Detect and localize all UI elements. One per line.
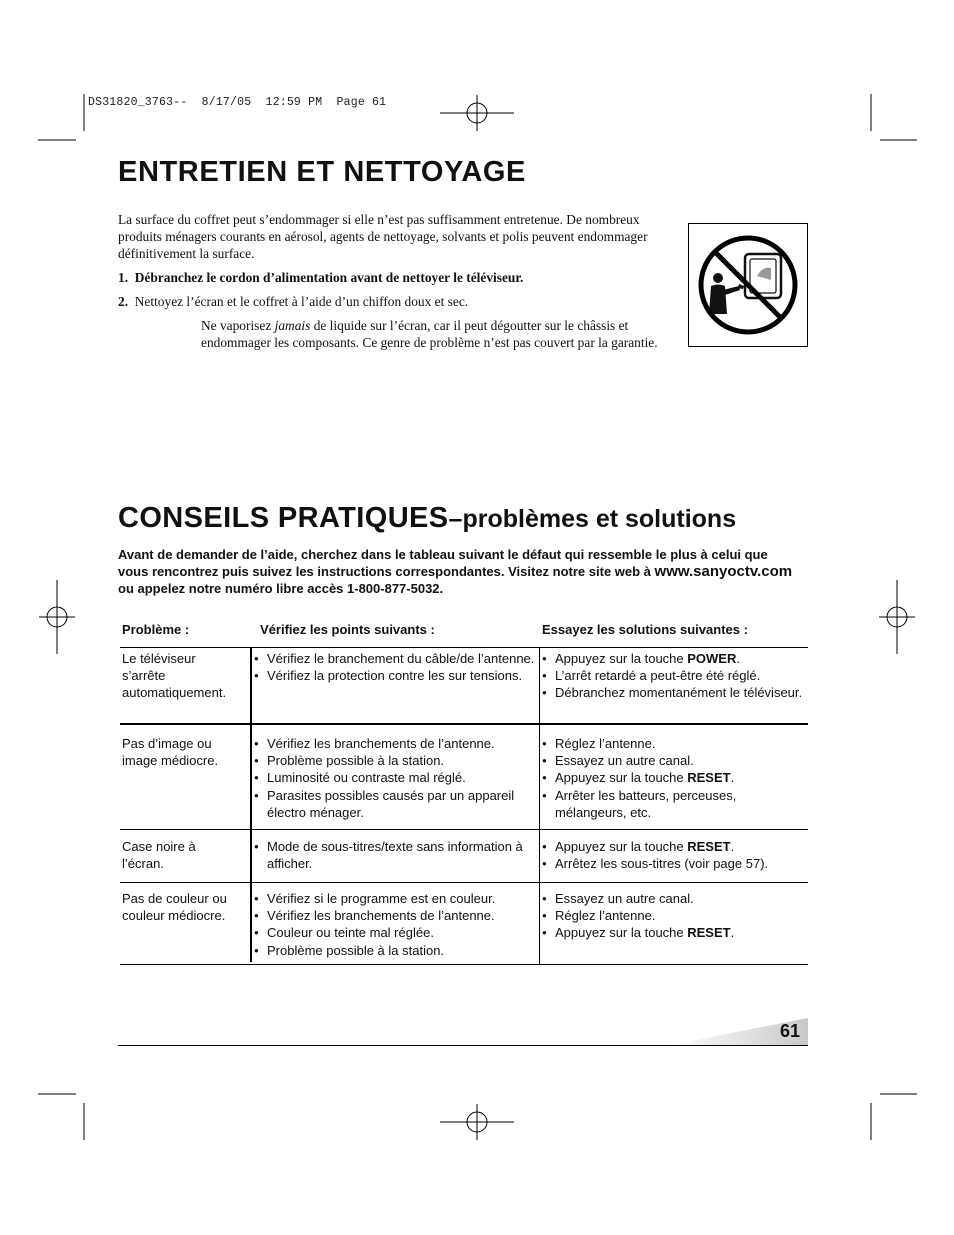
table-rule: [120, 829, 808, 830]
note-emphasis: jamais: [274, 318, 311, 333]
table-row-1-solutions: [542, 650, 804, 702]
solution-item: ● Essayez un autre canal.: [542, 752, 804, 769]
table-col-divider: [250, 830, 252, 882]
maintenance-warning-note: [201, 317, 671, 351]
tips-title-sub: –problèmes et solutions: [448, 505, 737, 533]
check-item: ● Problème possible à la station.: [254, 942, 536, 959]
table-row-3-checks: [254, 838, 536, 872]
step-number: 1.: [118, 270, 129, 285]
check-item: ● Problème possible à la station.: [254, 752, 536, 769]
step-text: Nettoyez l’écran et le coffret à l’aide d’un chiffon doux et sec.: [134, 294, 469, 309]
solution-item: ● Arrêtez les sous-titres (voir page 57).: [542, 855, 804, 872]
table-row-1-checks: [254, 650, 536, 684]
maintenance-intro: La surface du coffret peut s’endommager si elle n’est pas suffisamment entretenue. De nombreux produits ménagers courants en aérosol, agents de nettoyage, solvants et polis peuvent endommager définitivement la surface.: [118, 212, 648, 261]
registration-crosshair-icon: [440, 1104, 514, 1140]
table-rule: [120, 723, 808, 725]
solution-item: ● Appuyez sur la touche RESET.: [542, 838, 804, 855]
check-item: ● Parasites possibles causés par un appareil électro ménager.: [254, 787, 536, 821]
table-rule: [120, 964, 808, 965]
solution-item: ● Arrêter les batteurs, perceuses, mélangeurs, etc.: [542, 787, 804, 821]
step-number: 2.: [118, 294, 129, 309]
maintenance-title: ENTRETIEN ET NETTOYAGE: [118, 156, 526, 188]
table-header-problem: Problème :: [122, 622, 190, 637]
check-item: ● Vérifiez le branchement du câble/de l’antenne.: [254, 650, 536, 667]
table-col-divider: [539, 725, 540, 829]
table-header-solutions: Essayez les solutions suivantes :: [542, 622, 748, 637]
solution-item: ● Débranchez momentanément le téléviseur.: [542, 684, 804, 701]
registration-crosshair-icon: [39, 580, 75, 654]
button-name: RESET: [687, 925, 731, 941]
table-row-2-problem: Pas d’image ou image médiocre.: [122, 736, 219, 769]
tips-title: [118, 504, 736, 533]
print-slug: DS31820_3763-- 8/17/05 12:59 PM Page 61: [88, 96, 387, 109]
table-row-3-problem: Case noire à l’écran.: [122, 839, 196, 872]
note-text-start: Ne vaporisez: [201, 318, 275, 333]
website-link[interactable]: www.sanyoctv.com: [654, 563, 793, 580]
table-row-4-checks: [254, 890, 536, 959]
table-col-divider: [539, 830, 540, 882]
maintenance-step-2: [118, 293, 684, 310]
solution-item: ● Appuyez sur la touche RESET.: [542, 769, 804, 786]
table-col-divider: [250, 725, 252, 829]
registration-crosshair-icon: [879, 580, 915, 654]
step-text: Débranchez le cordon d’alimentation avant de nettoyer le téléviseur.: [134, 270, 524, 285]
tips-lead-end: ou appelez notre numéro libre accès 1-800-877-5032.: [118, 581, 444, 596]
page-footer-band: [118, 1015, 810, 1047]
solution-item: ● Réglez l’antenne.: [542, 907, 804, 924]
table-col-divider: [250, 648, 252, 723]
table-row-1-problem: Le téléviseur s’arrête automatiquement.: [122, 651, 227, 701]
check-item: ● Vérifiez les branchements de l’antenne.: [254, 735, 536, 752]
solution-item: ● Appuyez sur la touche POWER.: [542, 650, 804, 667]
table-header-checks: Vérifiez les points suivants :: [260, 622, 435, 637]
table-col-divider: [250, 883, 252, 962]
solution-item: ● L’arrêt retardé a peut-être été réglé.: [542, 667, 804, 684]
check-item: ● Vérifiez les branchements de l’antenne.: [254, 907, 536, 924]
table-col-divider: [539, 648, 540, 723]
table-col-divider: [539, 883, 540, 964]
solution-item: ● Réglez l’antenne.: [542, 735, 804, 752]
button-name: POWER: [687, 651, 737, 666]
check-item: ● Vérifiez si le programme est en couleur.: [254, 890, 536, 907]
table-row-2-checks: [254, 735, 536, 821]
table-rule: [120, 882, 808, 883]
table-row-4-solutions: [542, 890, 804, 942]
check-item: ● Vérifiez la protection contre les sur tensions.: [254, 667, 536, 684]
tips-lead-text: Avant de demander de l’aide, cherchez dans le tableau suivant le défaut qui ressemble le plus à celui que vous rencontrez puis suivez les instructions correspondantes. Visitez notre site web à: [118, 547, 768, 579]
page-number: 61: [780, 1021, 801, 1041]
check-item: ● Luminosité ou contraste mal réglé.: [254, 769, 536, 786]
no-spray-prohibition-icon: [689, 224, 807, 346]
no-spray-figure: [688, 223, 808, 347]
tips-title-main: CONSEILS PRATIQUES: [118, 502, 449, 534]
maintenance-step-1: [118, 269, 684, 286]
check-item: ● Couleur ou teinte mal réglée.: [254, 924, 536, 941]
button-name: RESET: [687, 839, 731, 854]
registration-crosshair-icon: [440, 95, 514, 131]
button-name: RESET: [687, 770, 731, 786]
check-item: ● Mode de sous-titres/texte sans information à afficher.: [254, 838, 536, 872]
table-row-2-solutions: [542, 735, 804, 821]
solution-item: ● Essayez un autre canal.: [542, 890, 804, 907]
table-row-4-problem: Pas de couleur ou couleur médiocre.: [122, 891, 227, 924]
tips-lead: [118, 546, 798, 597]
table-rule: [120, 647, 808, 648]
table-row-3-solutions: [542, 838, 804, 872]
note-text-end: de liquide sur l’écran, car il peut dégoutter sur le châssis et endommager les composants. Ce genre de problème n’est pas couvert par la garantie.: [201, 318, 658, 350]
solution-item: ● Appuyez sur la touche RESET.: [542, 924, 804, 941]
